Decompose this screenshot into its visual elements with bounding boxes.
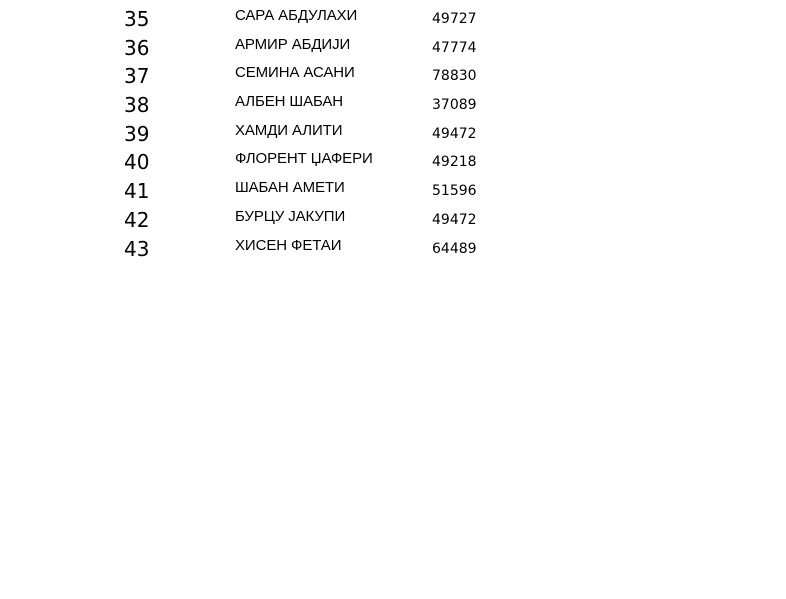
person-name: ШАБАН АМЕТИ (235, 179, 345, 197)
row-number: 39 (124, 121, 150, 146)
person-name: ХИСЕН ФЕТАИ (235, 236, 342, 254)
row-code: 51596 (432, 183, 477, 200)
person-name: САРА АБДУЛАХИ (235, 7, 358, 24)
list-item (0, 4, 786, 33)
person-name: БУРЦУ ЈАКУПИ (235, 207, 346, 225)
list-item (0, 234, 786, 263)
row-number: 38 (124, 93, 150, 118)
row-code: 49727 (432, 11, 477, 27)
row-number: 41 (124, 179, 150, 204)
list-item (0, 119, 786, 148)
list-item (0, 176, 786, 205)
list-item (0, 147, 786, 176)
person-name: АЛБЕН ШАБАН (235, 93, 344, 111)
person-name: ХАМДИ АЛИТИ (235, 121, 343, 139)
row-number: 40 (124, 150, 150, 175)
row-code: 47774 (432, 39, 477, 56)
row-code: 64489 (432, 240, 477, 257)
row-number: 35 (124, 7, 150, 31)
row-code: 49218 (432, 154, 477, 171)
row-code: 49472 (432, 211, 477, 228)
row-number: 43 (124, 236, 150, 261)
person-name: ФЛОРЕНТ ЏАФЕРИ (235, 150, 373, 168)
results-list (0, 4, 786, 262)
row-number: 36 (124, 35, 150, 60)
row-code: 78830 (432, 68, 477, 85)
list-item (0, 33, 786, 62)
row-number: 37 (124, 64, 150, 89)
row-number: 42 (124, 207, 150, 232)
row-code: 49472 (432, 125, 477, 142)
list-item (0, 205, 786, 234)
row-code: 37089 (432, 97, 477, 114)
list-item (0, 90, 786, 119)
person-name: АРМИР АБДИЈИ (235, 35, 351, 53)
list-item (0, 61, 786, 90)
person-name: СЕМИНА АСАНИ (235, 64, 355, 82)
